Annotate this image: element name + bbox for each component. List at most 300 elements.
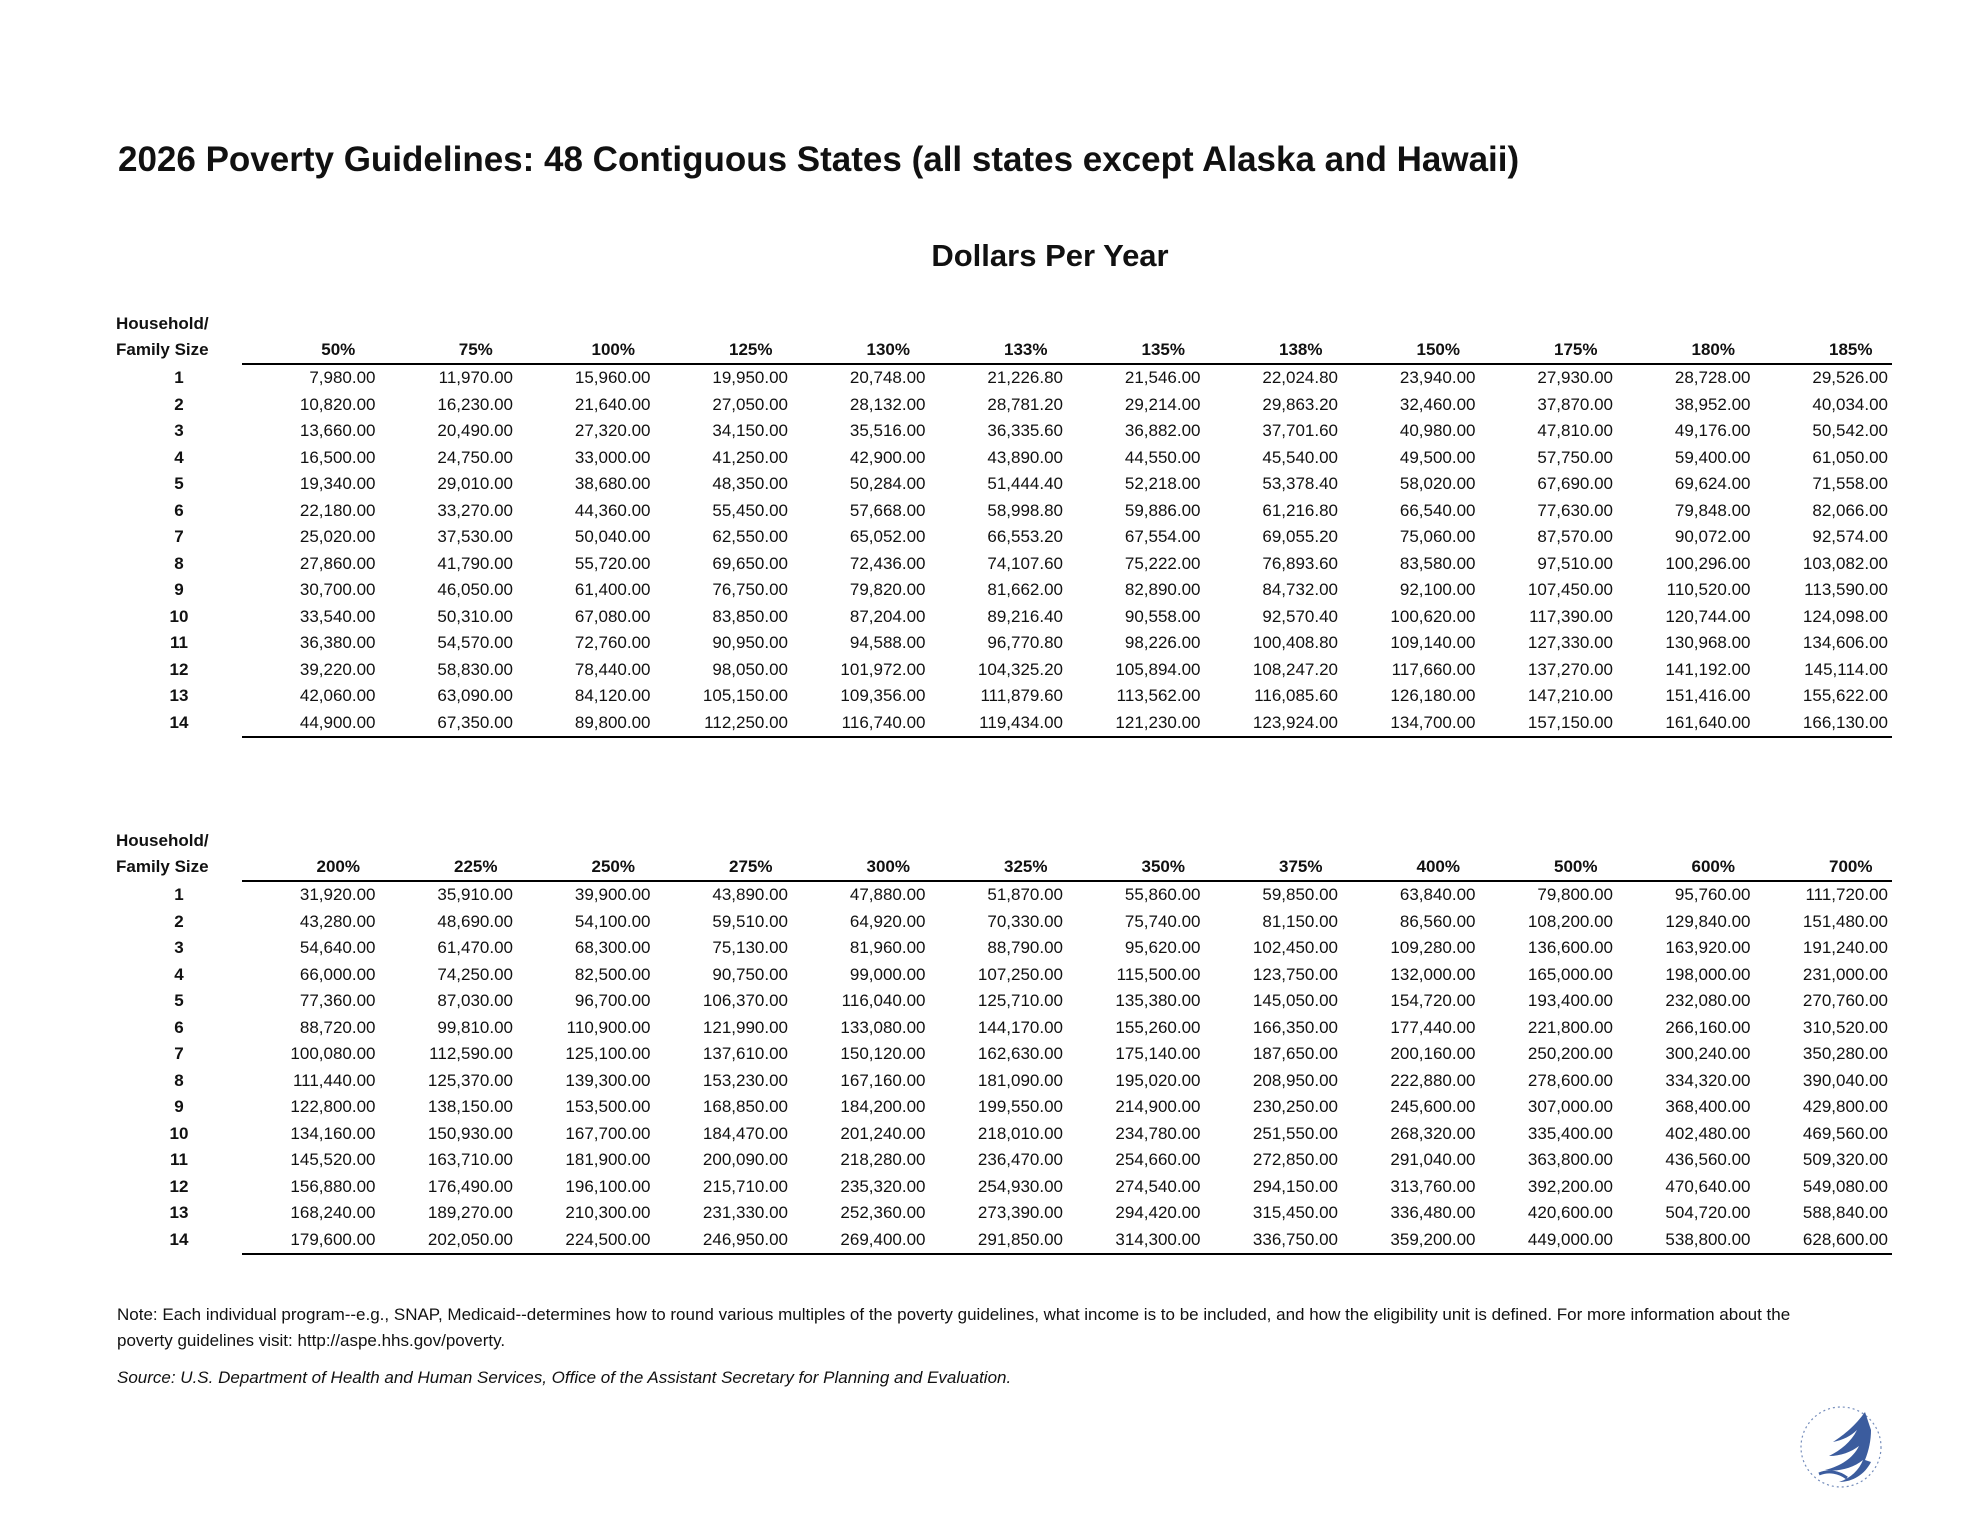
- table-cell: 270,760.00: [1802, 991, 1888, 1010]
- table-cell: 193,400.00: [1527, 991, 1613, 1010]
- table-cell: 155,622.00: [1802, 686, 1888, 705]
- table-cell: 87,570.00: [1537, 527, 1613, 546]
- table-cell: 359,200.00: [1390, 1229, 1476, 1249]
- table-cell: 58,020.00: [1399, 474, 1476, 493]
- table-cell: 390,040.00: [1802, 1070, 1888, 1090]
- table-cell: 145,520.00: [290, 1150, 376, 1169]
- table-cell: 198,000.00: [1665, 964, 1751, 984]
- table-cell: 122,800.00: [290, 1097, 376, 1116]
- table-cell: 177,440.00: [1390, 1017, 1476, 1037]
- table-cell: 109,280.00: [1390, 938, 1476, 957]
- footnote: Note: Each individual program--e.g., SNAP, Medicaid--determines how to round various multiples of the poverty guidelines, what income is to be included, and how the eligibility unit is defined. For more information about the poverty guidelines visit: http://aspe.hhs.gov/poverty.: [117, 1305, 1791, 1350]
- table-cell: 61,050.00: [1812, 447, 1888, 467]
- table-cell: 21,226.80: [987, 368, 1063, 387]
- table-cell: 29,526.00: [1812, 368, 1888, 387]
- household-size-cell: 10: [169, 606, 189, 626]
- table-cell: 108,200.00: [1527, 911, 1613, 931]
- table-cell: 129,840.00: [1665, 911, 1751, 931]
- table-cell: 100,620.00: [1390, 606, 1476, 626]
- table-cell: 104,325.20: [977, 659, 1063, 679]
- table-cell: 469,560.00: [1802, 1123, 1888, 1143]
- household-size-cell: 6: [174, 1017, 184, 1037]
- table-cell: 117,390.00: [1529, 606, 1613, 626]
- table-cell: 163,920.00: [1665, 938, 1751, 957]
- table-cell: 89,800.00: [574, 712, 651, 732]
- household-size-cell: 3: [174, 421, 184, 440]
- table-body: [169, 880, 1892, 1255]
- column-header: 125%: [729, 340, 773, 359]
- column-header: 180%: [1691, 340, 1735, 359]
- table-cell: 39,900.00: [574, 885, 651, 904]
- column-header: 325%: [1004, 857, 1048, 876]
- table-cell: 74,250.00: [437, 964, 513, 984]
- table-cell: 157,150.00: [1527, 712, 1613, 732]
- table-cell: 27,860.00: [299, 553, 376, 573]
- table-cell: 19,340.00: [299, 474, 376, 493]
- household-size-cell: 2: [174, 394, 184, 414]
- table-cell: 71,558.00: [1812, 474, 1888, 493]
- table-cell: 77,360.00: [299, 991, 376, 1010]
- table-cell: 101,972.00: [840, 659, 926, 679]
- table-cell: 55,450.00: [712, 500, 788, 520]
- table-cell: 75,222.00: [1124, 553, 1201, 573]
- table-cell: 40,980.00: [1399, 421, 1476, 440]
- table-cell: 78,440.00: [574, 659, 651, 679]
- table-cell: 29,863.20: [1262, 394, 1338, 414]
- hhs-eagle-logo-icon: [1795, 1400, 1887, 1494]
- table-cell: 231,000.00: [1802, 964, 1888, 984]
- table-cell: 222,880.00: [1390, 1070, 1476, 1090]
- table-cell: 34,150.00: [712, 421, 788, 440]
- table-cell: 21,546.00: [1124, 368, 1201, 387]
- table-row: [116, 962, 1892, 989]
- table-cell: 134,606.00: [1802, 633, 1888, 652]
- table-cell: 33,540.00: [299, 606, 376, 626]
- table-cell: 41,790.00: [437, 553, 513, 573]
- table-cell: 33,270.00: [437, 500, 513, 520]
- household-size-cell: 14: [169, 712, 189, 732]
- table-cell: 335,400.00: [1527, 1123, 1613, 1143]
- table-row: [116, 657, 1892, 684]
- table-cell: 147,210.00: [1527, 686, 1613, 705]
- table-cell: 107,450.00: [1527, 580, 1613, 599]
- table-cell: 272,850.00: [1252, 1150, 1338, 1169]
- table-cell: 74,107.60: [987, 553, 1063, 573]
- table-cell: 72,436.00: [849, 553, 926, 573]
- table-cell: 90,750.00: [712, 964, 788, 984]
- table-cell: 90,950.00: [712, 633, 788, 652]
- table-cell: 181,900.00: [565, 1150, 651, 1169]
- table-cell: 153,500.00: [565, 1097, 651, 1116]
- household-header-line1: Household/: [116, 314, 209, 333]
- table-cell: 62,550.00: [712, 527, 788, 546]
- household-header-line1: Household/: [116, 831, 209, 850]
- table-cell: 234,780.00: [1115, 1123, 1201, 1143]
- column-header: 300%: [866, 857, 910, 876]
- table-cell: 145,050.00: [1252, 991, 1338, 1010]
- column-header: 225%: [454, 857, 498, 876]
- table-cell: 70,330.00: [987, 911, 1063, 931]
- table-cell: 84,732.00: [1262, 580, 1338, 599]
- table-cell: 69,650.00: [712, 553, 788, 573]
- table-cell: 63,840.00: [1399, 885, 1476, 904]
- table-cell: 98,050.00: [712, 659, 788, 679]
- table-cell: 51,870.00: [987, 885, 1063, 904]
- table-cell: 161,640.00: [1665, 712, 1751, 732]
- table-cell: 36,882.00: [1124, 421, 1201, 440]
- table-cell: 49,176.00: [1674, 421, 1751, 440]
- table-cell: 429,800.00: [1802, 1097, 1888, 1116]
- table-cell: 202,050.00: [427, 1229, 513, 1249]
- table-cell: 68,300.00: [574, 938, 651, 957]
- table-cell: 153,230.00: [702, 1070, 788, 1090]
- household-size-cell: 5: [174, 991, 184, 1010]
- household-size-cell: 7: [174, 1044, 184, 1063]
- table-cell: 103,082.00: [1802, 553, 1888, 573]
- table-cell: 92,574.00: [1812, 527, 1888, 546]
- table-cell: 52,218.00: [1124, 474, 1201, 493]
- table-cell: 75,060.00: [1399, 527, 1476, 546]
- table-cell: 151,480.00: [1802, 911, 1888, 931]
- household-size-cell: 7: [174, 527, 184, 546]
- household-size-cell: 10: [169, 1123, 189, 1143]
- table-cell: 64,920.00: [849, 911, 926, 931]
- table-cell: 19,950.00: [712, 368, 788, 387]
- table-cell: 107,250.00: [977, 964, 1063, 984]
- table-cell: 278,600.00: [1527, 1070, 1613, 1090]
- table-cell: 43,890.00: [712, 885, 788, 904]
- table-cell: 79,848.00: [1674, 500, 1751, 520]
- table-cell: 314,300.00: [1115, 1229, 1201, 1249]
- table-row: [116, 471, 1892, 498]
- table-cell: 166,130.00: [1802, 712, 1888, 732]
- household-size-cell: 8: [174, 553, 184, 573]
- table-cell: 420,600.00: [1527, 1203, 1613, 1222]
- table-cell: 402,480.00: [1665, 1123, 1751, 1143]
- table-cell: 162,630.00: [977, 1044, 1063, 1063]
- table-row: [116, 418, 1892, 445]
- table-cell: 119,434.00: [979, 712, 1063, 732]
- table-cell: 187,650.00: [1252, 1044, 1338, 1063]
- household-size-cell: 1: [174, 368, 184, 387]
- column-header: 700%: [1829, 857, 1873, 876]
- table-cell: 83,850.00: [712, 606, 788, 626]
- table-cell: 27,320.00: [574, 421, 651, 440]
- table-cell: 67,350.00: [437, 712, 513, 732]
- table-cell: 294,150.00: [1252, 1176, 1338, 1196]
- column-header: 275%: [729, 857, 773, 876]
- table-cell: 100,296.00: [1665, 553, 1751, 573]
- table-cell: 58,998.80: [987, 500, 1063, 520]
- household-size-cell: 12: [169, 659, 189, 679]
- table-row: [116, 882, 1892, 909]
- table-cell: 11,970.00: [438, 368, 513, 387]
- table-cell: 168,240.00: [290, 1203, 376, 1222]
- table-cell: 504,720.00: [1665, 1203, 1751, 1222]
- table-cell: 150,930.00: [427, 1123, 513, 1143]
- table-cell: 82,500.00: [574, 964, 651, 984]
- table-cell: 214,900.00: [1115, 1097, 1201, 1116]
- table-cell: 199,550.00: [977, 1097, 1063, 1116]
- table-cell: 136,600.00: [1527, 938, 1613, 957]
- table-cell: 89,216.40: [987, 606, 1063, 626]
- table-cell: 269,400.00: [840, 1229, 926, 1249]
- table-cell: 137,270.00: [1527, 659, 1613, 679]
- table-cell: 121,230.00: [1115, 712, 1201, 732]
- table-cell: 82,066.00: [1812, 500, 1888, 520]
- table-cell: 48,350.00: [712, 474, 788, 493]
- table-cell: 27,930.00: [1537, 368, 1613, 387]
- household-size-cell: 6: [174, 500, 184, 520]
- table-cell: 16,230.00: [437, 394, 513, 414]
- household-size-cell: 13: [169, 1203, 189, 1222]
- table-cell: 106,370.00: [702, 991, 788, 1010]
- column-header: 400%: [1416, 857, 1460, 876]
- table-cell: 22,180.00: [299, 500, 376, 520]
- table-row: [116, 392, 1892, 419]
- table-row: [116, 1068, 1892, 1095]
- table-cell: 200,090.00: [702, 1150, 788, 1169]
- table-cell: 54,570.00: [437, 633, 513, 652]
- table-cell: 224,500.00: [565, 1229, 651, 1249]
- column-header: 130%: [866, 340, 910, 359]
- column-header: 200%: [316, 857, 360, 876]
- table-cell: 54,100.00: [574, 911, 651, 931]
- column-header: 138%: [1279, 340, 1323, 359]
- table-row: [116, 498, 1892, 525]
- household-size-cell: 4: [174, 447, 184, 467]
- table-cell: 109,356.00: [840, 686, 926, 705]
- household-size-cell: 4: [174, 964, 184, 984]
- table-cell: 41,250.00: [712, 447, 788, 467]
- table-cell: 175,140.00: [1115, 1044, 1201, 1063]
- column-header: 600%: [1691, 857, 1735, 876]
- table-cell: 538,800.00: [1665, 1229, 1751, 1249]
- column-header: 185%: [1829, 340, 1873, 359]
- table-cell: 139,300.00: [565, 1070, 651, 1090]
- table-row: [116, 1200, 1892, 1227]
- table-cell: 549,080.00: [1802, 1176, 1888, 1196]
- table-cell: 218,010.00: [977, 1123, 1063, 1143]
- table-cell: 141,192.00: [1665, 659, 1751, 679]
- household-size-cell: 11: [170, 633, 188, 652]
- table-cell: 37,870.00: [1537, 394, 1613, 414]
- table-cell: 69,055.20: [1262, 527, 1338, 546]
- table-cell: 92,570.40: [1262, 606, 1338, 626]
- table-cell: 150,120.00: [840, 1044, 926, 1063]
- table-cell: 66,000.00: [299, 964, 376, 984]
- table-cell: 191,240.00: [1802, 938, 1888, 957]
- column-header: 75%: [458, 340, 493, 359]
- table-cell: 28,728.00: [1674, 368, 1751, 387]
- table-cell: 120,744.00: [1665, 606, 1751, 626]
- table-cell: 47,810.00: [1537, 421, 1613, 440]
- table-cell: 102,450.00: [1252, 938, 1338, 957]
- table-cell: 77,630.00: [1537, 500, 1613, 520]
- table-cell: 336,480.00: [1390, 1203, 1476, 1222]
- table-row: [116, 1094, 1892, 1121]
- table-cell: 291,040.00: [1390, 1150, 1476, 1169]
- table-cell: 57,750.00: [1537, 447, 1613, 467]
- table-cell: 75,740.00: [1124, 911, 1201, 931]
- table-cell: 63,090.00: [437, 686, 513, 705]
- household-size-cell: 14: [169, 1229, 189, 1249]
- table-cell: 154,720.00: [1390, 991, 1476, 1010]
- table-cell: 167,700.00: [565, 1123, 651, 1143]
- table-cell: 254,930.00: [977, 1176, 1063, 1196]
- table-cell: 144,170.00: [977, 1017, 1063, 1037]
- table-cell: 509,320.00: [1802, 1150, 1888, 1169]
- table-cell: 31,920.00: [299, 885, 376, 904]
- poverty-table-low: [116, 311, 1892, 738]
- table-cell: 134,700.00: [1390, 712, 1476, 732]
- column-header: 50%: [321, 340, 356, 359]
- table-cell: 113,590.00: [1804, 580, 1888, 599]
- table-cell: 135,380.00: [1115, 991, 1201, 1010]
- table-cell: 44,900.00: [299, 712, 376, 732]
- table-cell: 59,850.00: [1262, 885, 1338, 904]
- table-cell: 163,710.00: [427, 1150, 513, 1169]
- table-cell: 112,250.00: [704, 712, 788, 732]
- table-cell: 245,600.00: [1390, 1097, 1476, 1116]
- table-row: [116, 1227, 1892, 1254]
- table-cell: 273,390.00: [977, 1203, 1063, 1222]
- table-cell: 20,490.00: [437, 421, 513, 440]
- table-cell: 28,781.20: [987, 394, 1063, 414]
- table-cell: 22,024.80: [1262, 368, 1338, 387]
- table-cell: 79,800.00: [1537, 885, 1613, 904]
- table-cell: 334,320.00: [1665, 1070, 1751, 1090]
- table-cell: 51,444.40: [987, 474, 1063, 493]
- table-cell: 24,750.00: [437, 447, 513, 467]
- table-cell: 176,490.00: [427, 1176, 513, 1196]
- table-cell: 125,710.00: [977, 991, 1063, 1010]
- table-row: [116, 365, 1892, 392]
- table-cell: 181,090.00: [977, 1070, 1063, 1090]
- page-title: 2026 Poverty Guidelines: 48 Contiguous States (all states except Alaska and Hawaii): [118, 140, 1520, 179]
- table-cell: 61,470.00: [437, 938, 513, 957]
- table-cell: 215,710.00: [702, 1176, 788, 1196]
- table-cell: 145,114.00: [1804, 659, 1888, 679]
- table-cell: 123,924.00: [1252, 712, 1338, 732]
- table-cell: 43,890.00: [987, 447, 1063, 467]
- table-cell: 99,000.00: [849, 964, 926, 984]
- table-cell: 96,700.00: [574, 991, 651, 1010]
- table-row: [116, 710, 1892, 737]
- table-cell: 42,060.00: [299, 686, 376, 705]
- table-cell: 108,247.20: [1252, 659, 1338, 679]
- table-cell: 246,950.00: [702, 1229, 788, 1249]
- table-cell: 336,750.00: [1252, 1229, 1338, 1249]
- household-size-cell: 13: [169, 686, 189, 705]
- source-line: Source: U.S. Department of Health and Human Services, Office of the Assistant Secretary for Planning and Evaluation.: [117, 1368, 1012, 1387]
- table-cell: 10,820.00: [299, 394, 376, 414]
- table-cell: 230,250.00: [1252, 1097, 1338, 1116]
- table-cell: 124,098.00: [1802, 606, 1888, 626]
- table-cell: 28,132.00: [849, 394, 926, 414]
- table-cell: 392,200.00: [1527, 1176, 1613, 1196]
- table-cell: 35,516.00: [849, 421, 926, 440]
- column-header: 135%: [1141, 340, 1185, 359]
- table-cell: 137,610.00: [702, 1044, 788, 1063]
- table-cell: 49,500.00: [1399, 447, 1476, 467]
- table-cell: 232,080.00: [1665, 991, 1751, 1010]
- table-cell: 44,360.00: [574, 500, 651, 520]
- household-size-cell: 2: [174, 911, 184, 931]
- table-cell: 76,750.00: [712, 580, 788, 599]
- column-header: 350%: [1141, 857, 1185, 876]
- table-cell: 105,894.00: [1115, 659, 1201, 679]
- table-cell: 123,750.00: [1252, 964, 1338, 984]
- table-cell: 25,020.00: [299, 527, 376, 546]
- table-cell: 86,560.00: [1399, 911, 1476, 931]
- table-cell: 184,200.00: [840, 1097, 926, 1116]
- table-row: [116, 551, 1892, 578]
- table-cell: 166,350.00: [1252, 1017, 1338, 1037]
- table-cell: 7,980.00: [309, 368, 376, 387]
- table-cell: 300,240.00: [1665, 1044, 1751, 1063]
- table-cell: 97,510.00: [1537, 553, 1613, 573]
- table-cell: 20,748.00: [849, 368, 926, 387]
- household-header-line2: Family Size: [116, 857, 209, 876]
- table-cell: 16,500.00: [299, 447, 376, 467]
- table-cell: 59,886.00: [1124, 500, 1201, 520]
- table-cell: 235,320.00: [840, 1176, 926, 1196]
- table-row: [116, 604, 1892, 631]
- table-cell: 88,790.00: [987, 938, 1063, 957]
- table-cell: 134,160.00: [290, 1123, 376, 1143]
- table-cell: 95,760.00: [1674, 885, 1751, 904]
- table-cell: 83,580.00: [1399, 553, 1476, 573]
- table-cell: 38,952.00: [1674, 394, 1751, 414]
- table-cell: 94,588.00: [849, 633, 926, 652]
- table-cell: 72,760.00: [574, 633, 651, 652]
- table-cell: 125,370.00: [427, 1070, 513, 1090]
- table-cell: 436,560.00: [1665, 1150, 1751, 1169]
- table-row: [116, 1147, 1892, 1174]
- table-cell: 111,879.60: [980, 686, 1063, 705]
- column-header: 150%: [1416, 340, 1460, 359]
- table-cell: 179,600.00: [290, 1229, 376, 1249]
- table-cell: 200,160.00: [1390, 1044, 1476, 1063]
- table-cell: 628,600.00: [1802, 1229, 1888, 1249]
- table-cell: 100,080.00: [290, 1044, 376, 1063]
- table-cell: 58,830.00: [437, 659, 513, 679]
- table-cell: 113,562.00: [1116, 686, 1201, 705]
- poverty-table-high: [116, 828, 1892, 1255]
- table-cell: 268,320.00: [1390, 1123, 1476, 1143]
- table-cell: 126,180.00: [1390, 686, 1476, 705]
- table-cell: 201,240.00: [840, 1123, 926, 1143]
- column-header: 500%: [1554, 857, 1598, 876]
- table-cell: 36,380.00: [299, 633, 376, 652]
- table-cell: 125,100.00: [565, 1044, 651, 1063]
- table-row: [116, 445, 1892, 472]
- table-cell: 111,440.00: [292, 1070, 376, 1090]
- table-cell: 67,080.00: [574, 606, 651, 626]
- table-cell: 21,640.00: [574, 394, 651, 414]
- table-cell: 67,690.00: [1537, 474, 1613, 493]
- household-size-cell: 9: [174, 1097, 184, 1116]
- table-cell: 46,050.00: [437, 580, 513, 599]
- table-cell: 116,740.00: [841, 712, 926, 732]
- column-header-row: [116, 854, 1892, 880]
- table-cell: 54,640.00: [299, 938, 376, 957]
- page-subtitle: Dollars Per Year: [931, 238, 1169, 273]
- table-row: [116, 909, 1892, 936]
- table-cell: 50,284.00: [849, 474, 926, 493]
- table-cell: 116,040.00: [841, 991, 926, 1010]
